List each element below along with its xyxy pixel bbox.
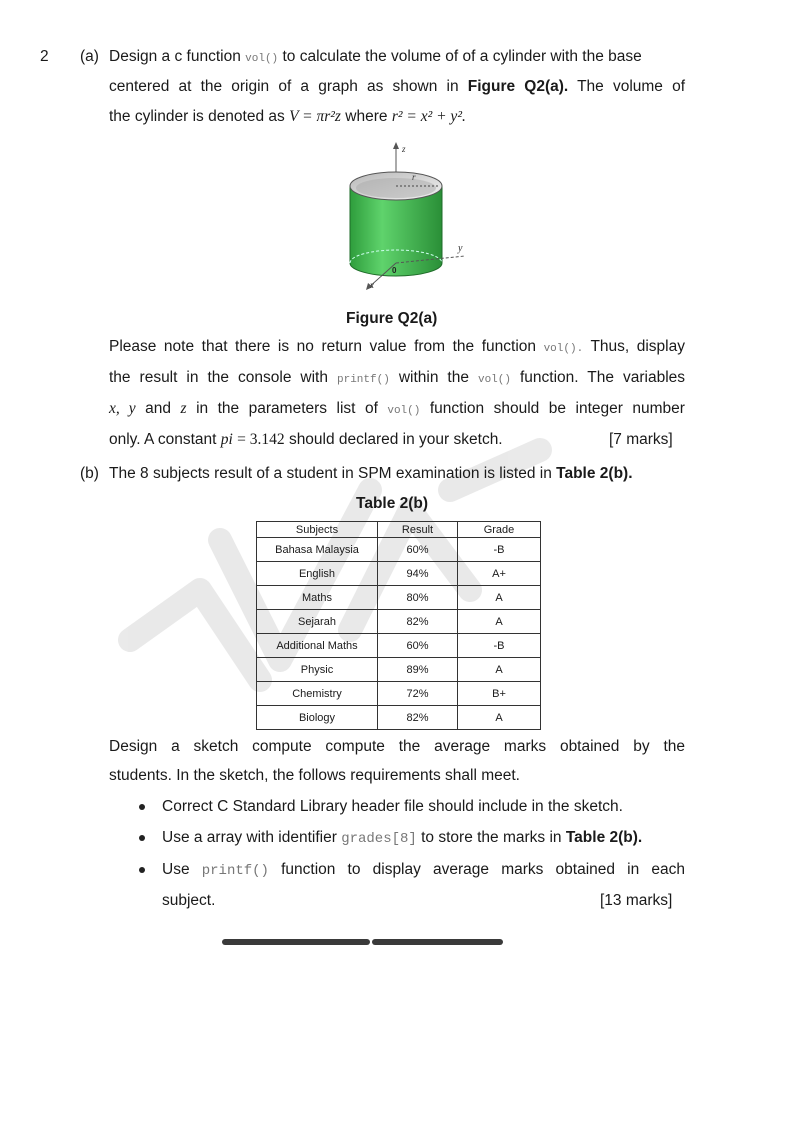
- grade-cell: A: [458, 706, 541, 730]
- grade-cell: A: [458, 658, 541, 682]
- radius-formula: r² = x² + y².: [391, 108, 466, 125]
- table-row: [257, 634, 541, 658]
- grade-cell: A: [458, 586, 541, 610]
- vol-code: vol(): [245, 53, 279, 65]
- bullet-dot: [139, 835, 145, 841]
- table-ref: Table 2(b).: [556, 465, 633, 482]
- grades-code: grades[8]: [341, 831, 417, 847]
- question-number: 2: [40, 48, 49, 65]
- table-header: Grade: [458, 522, 541, 538]
- subject-cell: Chemistry: [257, 682, 378, 706]
- subject-cell: Sejarah: [257, 610, 378, 634]
- results-table: [256, 521, 541, 730]
- note-line-2: the result in the console with printf() within the vol() function. The variables: [109, 369, 686, 386]
- table-row: [257, 586, 541, 610]
- part-a-line-1: Design a c function vol() to calculate the volume of of a cylinder with the base: [109, 48, 642, 65]
- bullet-1: Correct C Standard Library header file should include in the sketch.: [162, 798, 623, 815]
- grade-cell: -B: [458, 634, 541, 658]
- result-cell: 80%: [378, 586, 458, 610]
- part-a-line-2: centered at the origin of a graph as shown in Figure Q2(a). The volume of: [109, 78, 686, 95]
- design-line-1: Design a sketch compute compute the average marks obtained by the: [109, 738, 685, 755]
- part-a-label: (a): [80, 48, 99, 65]
- bullet-3: Use printf() function to display average marks obtained in each: [162, 861, 685, 879]
- result-cell: 72%: [378, 682, 458, 706]
- table-row: [257, 562, 541, 586]
- note-line-1: Please note that there is no return value from the function vol(). Thus, display: [109, 338, 685, 355]
- part-b-intro: The 8 subjects result of a student in SPM examination is listed in Table 2(b).: [109, 465, 633, 482]
- y-label: y: [458, 243, 463, 254]
- subject-cell: Additional Maths: [257, 634, 378, 658]
- figure-caption: Figure Q2(a): [346, 310, 438, 327]
- table-row: [257, 658, 541, 682]
- bullet-3-line-2: subject.: [162, 892, 216, 909]
- grade-cell: A: [458, 610, 541, 634]
- subject-cell: English: [257, 562, 378, 586]
- result-cell: 60%: [378, 634, 458, 658]
- table-header: Result: [378, 522, 458, 538]
- part-a-line-3: the cylinder is denoted as V = πr²z where r² = x² + y².: [109, 108, 466, 125]
- result-cell: 94%: [378, 562, 458, 586]
- subject-cell: Biology: [257, 706, 378, 730]
- result-cell: 89%: [378, 658, 458, 682]
- subject-cell: Maths: [257, 586, 378, 610]
- grade-cell: -B: [458, 538, 541, 562]
- result-cell: 60%: [378, 538, 458, 562]
- r-label: r: [412, 172, 416, 182]
- bullet-2: Use a array with identifier grades[8] to store the marks in Table 2(b).: [162, 829, 643, 847]
- printf-code: printf(): [201, 863, 269, 879]
- scroll-bar-right[interactable]: [372, 939, 503, 945]
- scroll-bar-left[interactable]: [222, 939, 370, 945]
- part-b-marks: [13 marks]: [600, 892, 673, 909]
- table-header-row: [257, 522, 541, 538]
- volume-formula: V = πr²z: [289, 108, 341, 125]
- subject-cell: Bahasa Malaysia: [257, 538, 378, 562]
- note-line-3: x, y and z in the parameters list of vol() function should be integer number: [109, 400, 685, 417]
- part-a-marks: [7 marks]: [609, 431, 673, 448]
- design-line-2: students. In the sketch, the follows requirements shall meet.: [109, 767, 520, 784]
- table-title: Table 2(b): [356, 495, 429, 512]
- bullet-dot: [139, 867, 145, 873]
- figure-ref: Figure Q2(a).: [467, 78, 569, 95]
- table-header: Subjects: [257, 522, 378, 538]
- table-row: [257, 706, 541, 730]
- z-label: z: [402, 144, 406, 154]
- result-cell: 82%: [378, 706, 458, 730]
- grade-cell: A+: [458, 562, 541, 586]
- result-cell: 82%: [378, 610, 458, 634]
- x-label: x: [370, 280, 374, 290]
- subject-cell: Physic: [257, 658, 378, 682]
- note-line-4: only. A constant pi = 3.142 should declared in your sketch.: [109, 431, 503, 448]
- cylinder-figure: [330, 138, 480, 298]
- origin-label: 0: [392, 266, 397, 275]
- part-b-label: (b): [80, 465, 99, 482]
- grade-cell: B+: [458, 682, 541, 706]
- bullet-dot: [139, 804, 145, 810]
- table-row: [257, 610, 541, 634]
- table-row: [257, 682, 541, 706]
- table-row: [257, 538, 541, 562]
